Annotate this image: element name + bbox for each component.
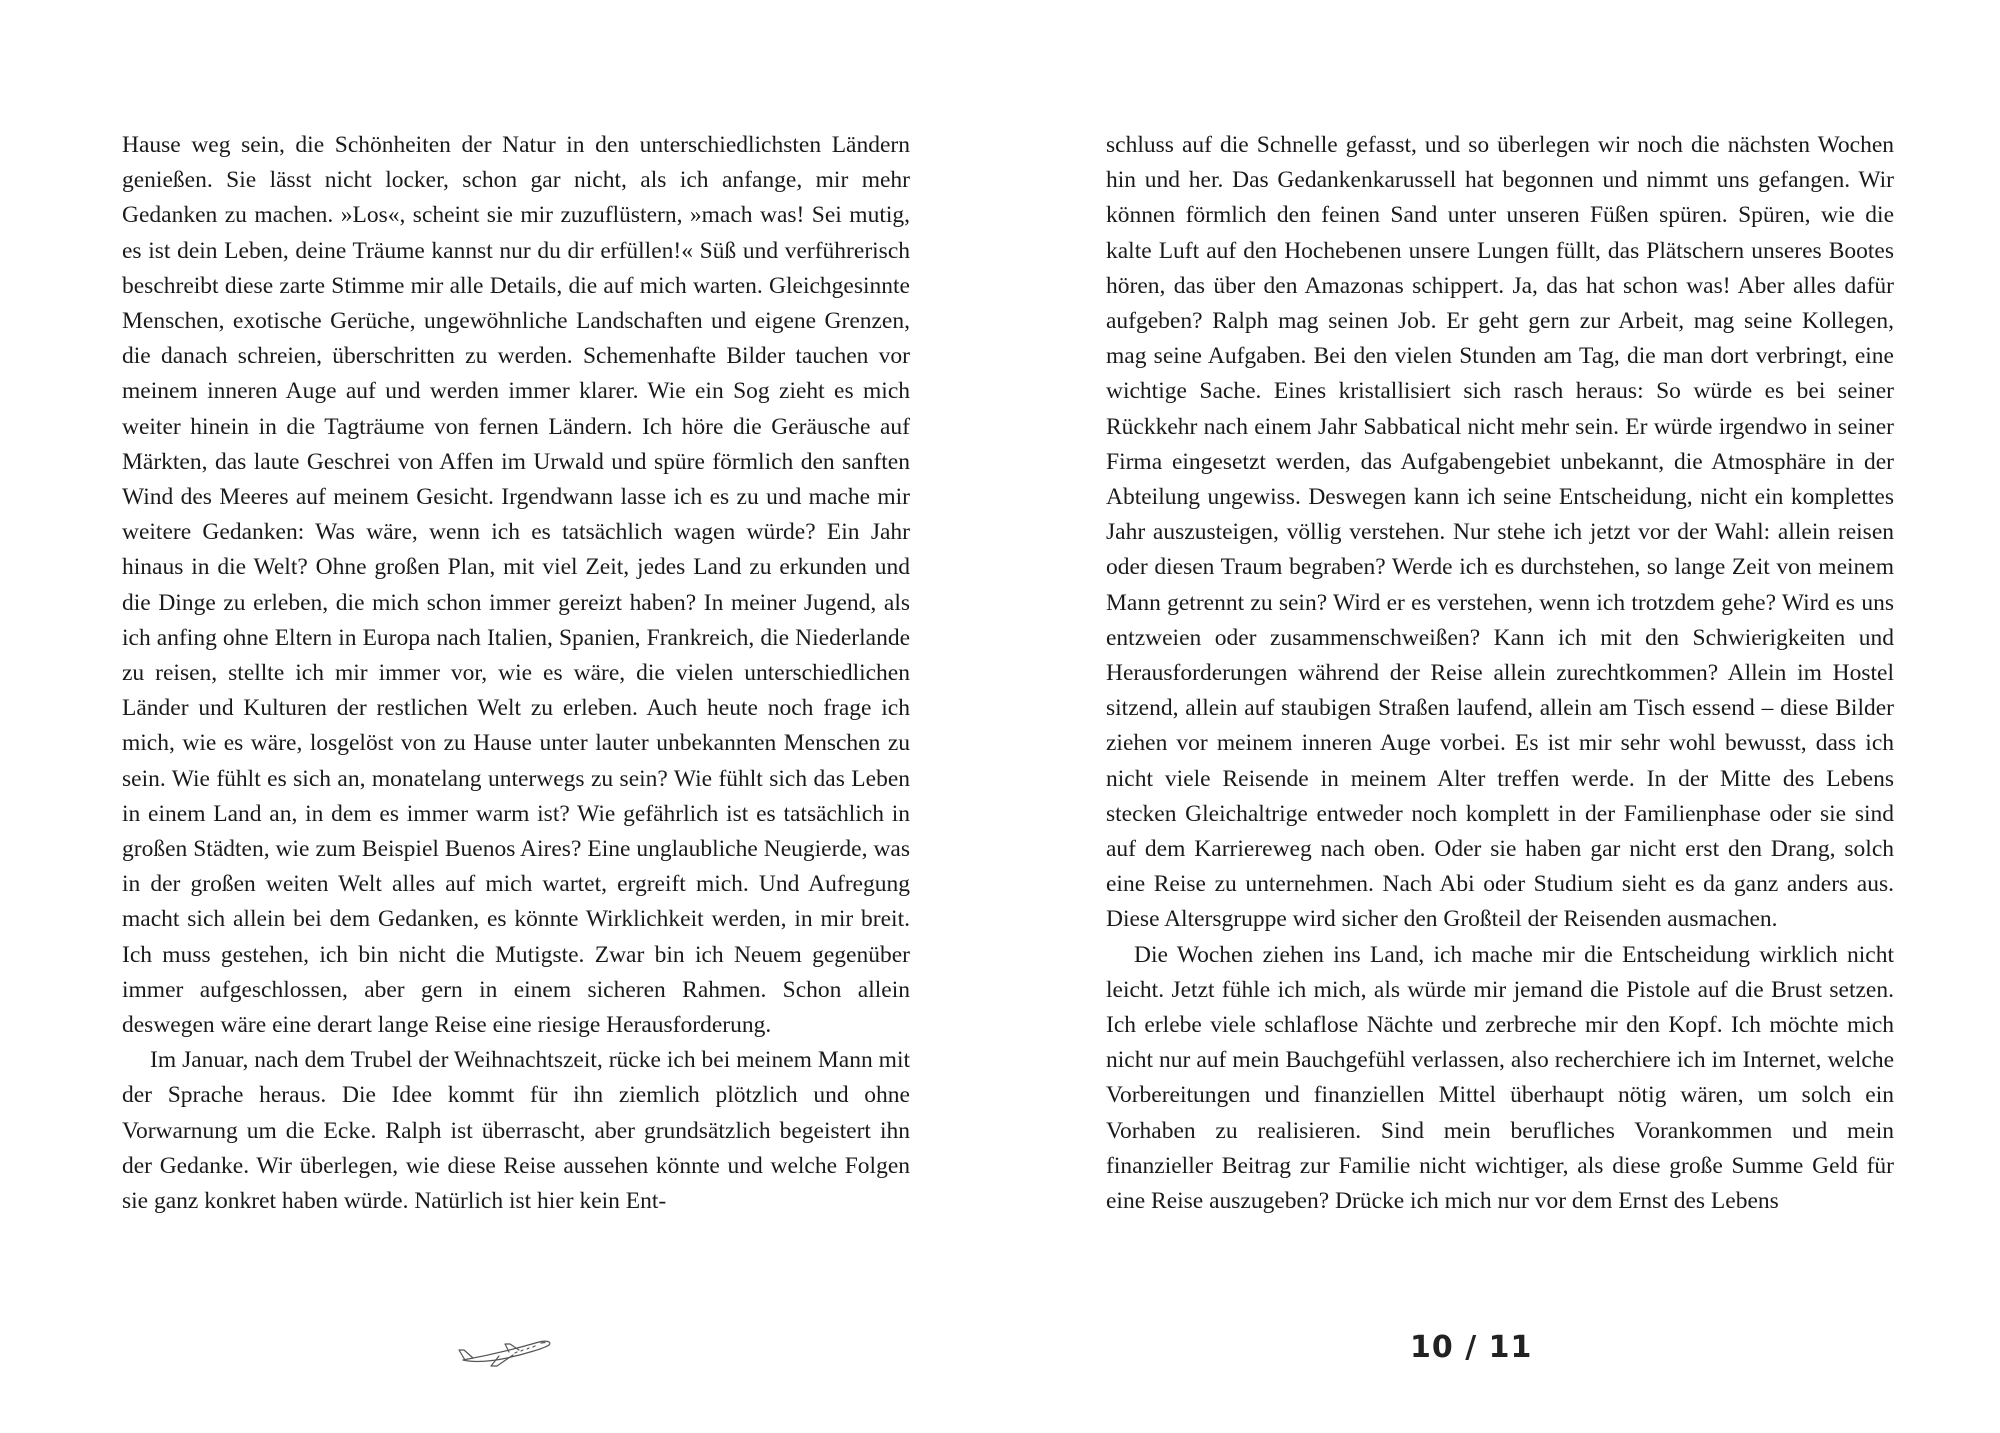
- right-page: [1000, 0, 2000, 1433]
- paragraph: Im Januar, nach dem Trubel der Weihnachtszeit, rücke ich bei meinem Mann mit der Sprache heraus. Die Idee kommt für ihn ziemlich plötzlich und ohne Vorwarnung um die Ecke. Ralph ist überrascht, aber grundsätzlich begeistert ihn der Gedanke. Wir überlegen, wie diese Reise aussehen könnte und welche Folgen sie ganz konkret haben würde. Natürlich ist hier kein Ent-: [122, 1047, 910, 1215]
- right-page-text: [1106, 128, 1894, 1219]
- page-number: 10 / 11: [1410, 1330, 1533, 1365]
- paragraph: schluss auf die Schnelle gefasst, und so überlegen wir noch die nächsten Wochen hin und her. Das Gedankenkarussell hat begonnen und nimmt uns gefangen. Wir können förmlich den feinen Sand unter unseren Füßen spüren. Spüren, wie die kalte Luft auf den Hochebenen unsere Lungen füllt, das Plätschern unseres Bootes hören, das über den Amazonas schippert. Ja, das hat schon was! Aber alles dafür aufgeben? Ralph mag seinen Job. Er geht gern zur Arbeit, mag seine Kollegen, mag seine Aufgaben. Bei den vielen Stunden am Tag, die man dort verbringt, eine wichtige Sache. Eines kristallisiert sich rasch heraus: So würde es bei seiner Rückkehr nach einem Jahr Sabbatical nicht mehr sein. Er würde irgendwo in seiner Firma eingesetzt werden, das Aufgabengebiet unbekannt, die Atmosphäre in der Abteilung ungewiss. Deswegen kann ich seine Entscheidung, nicht ein komplettes Jahr auszusteigen, völlig verstehen. Nur stehe ich jetzt vor der Wahl: allein reisen oder diesen Traum begraben? Werde ich es durchstehen, so lange Zeit von meinem Mann getrennt zu sein? Wird er es verstehen, wenn ich trotzdem gehe? Wird es uns entzweien oder zusammenschweißen? Kann ich mit den Schwierigkeiten und Herausforderungen während der Reise allein zurechtkommen? Allein im Hostel sitzend, allein auf staubigen Straßen laufend, allein am Tisch essend – diese Bilder ziehen vor meinem inneren Auge vorbei. Es ist mir sehr wohl bewusst, dass ich nicht viele Reisende in meinem Alter treffen werde. In der Mitte des Lebens stecken Gleichaltrige entweder noch komplett in der Familienphase oder sie sind auf dem Karriereweg nach oben. Oder sie haben gar nicht erst den Drang, solch eine Reise zu unternehmen. Nach Abi oder Studium sieht es da ganz anders aus. Diese Altersgruppe wird sicher den Großteil der Reisenden ausmachen.: [1106, 132, 1894, 933]
- paragraph: Die Wochen ziehen ins Land, ich mache mir die Entscheidung wirklich nicht leicht. Jetzt fühle ich mich, als würde mir jemand die Pistole auf die Brust setzen. Ich erlebe viele schlaflose Nächte und zerbreche mir den Kopf. Ich möchte mich nicht nur auf mein Bauchgefühl verlassen, also recherchiere ich im Internet, welche Vorbereitungen und finanziellen Mittel überhaupt nötig wären, um solch ein Vorhaben zu realisieren. Sind mein berufliches Vorankommen und mein finanzieller Beitrag zur Familie nicht wichtiger, als diese große Summe Geld für eine Reise auszugeben? Drücke ich mich nur vor dem Ernst des Lebens: [1106, 941, 1894, 1215]
- paragraph: Hause weg sein, die Schönheiten der Natur in den unterschiedlichsten Ländern genießen. Sie lässt nicht locker, schon gar nicht, als ich anfange, mir mehr Gedanken zu machen. »Los«, scheint sie mir zuzuflüstern, »mach was! Sei mutig, es ist dein Leben, deine Träume kannst nur du dir erfüllen!« Süß und verführerisch beschreibt diese zarte Stimme mir alle Details, die auf mich warten. Gleichgesinnte Menschen, exotische Gerüche, ungewöhnliche Landschaften und eigene Grenzen, die danach schreien, überschritten zu werden. Schemenhafte Bilder tauchen vor meinem inneren Auge auf und werden immer klarer. Wie ein Sog zieht es mich weiter hinein in die Tagträume von fernen Ländern. Ich höre die Geräusche auf Märkten, das laute Geschrei von Affen im Urwald und spüre förmlich den sanften Wind des Meeres auf meinem Gesicht. Irgendwann lasse ich es zu und mache mir weitere Gedanken: Was wäre, wenn ich es tatsächlich wagen würde? Ein Jahr hinaus in die Welt? Ohne großen Plan, mit viel Zeit, jedes Land zu erkunden und die Dinge zu erleben, die mich schon immer gereizt haben? In meiner Jugend, als ich anfing ohne Eltern in Europa nach Italien, Spanien, Frankreich, die Niederlande zu reisen, stellte ich mir immer vor, wie es wäre, die vielen unterschiedlichen Länder und Kulturen der restlichen Welt zu erleben. Auch heute noch frage ich mich, wie es wäre, losgelöst von zu Hause unter lauter unbekannten Menschen zu sein. Wie fühlt es sich an, monatelang unterwegs zu sein? Wie fühlt sich das Leben in einem Land an, in dem es immer warm ist? Wie gefährlich ist es tatsächlich in großen Städten, wie zum Beispiel Buenos Aires? Eine unglaubliche Neugierde, was in der großen weiten Welt alles auf mich wartet, ergreift mich. Und Aufregung macht sich allein bei dem Gedanken, es könnte Wirklichkeit werden, in mir breit. Ich muss gestehen, ich bin nicht die Mutigste. Zwar bin ich Neuem gegenüber immer aufgeschlossen, aber gern in einem sicheren Rahmen. Schon allein deswegen wäre eine derart lange Reise eine riesige Herausforderung.: [122, 132, 910, 1039]
- airplane-icon: [455, 1332, 555, 1368]
- left-page-text: [122, 128, 910, 1219]
